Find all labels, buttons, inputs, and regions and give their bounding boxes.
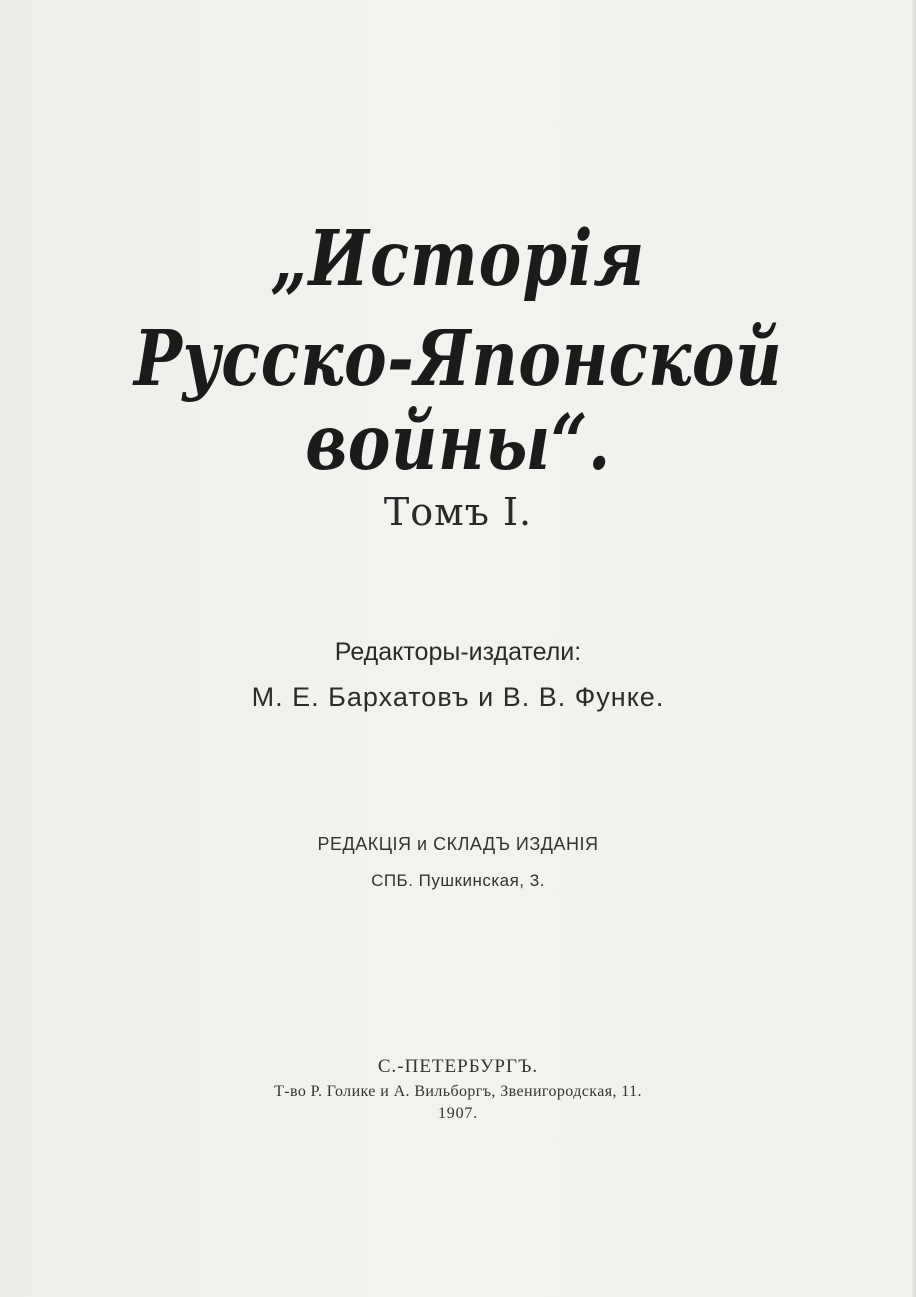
book-title-line-2: Русско-Японской войны“. <box>133 314 783 489</box>
imprint-city: С.-ПЕТЕРБУРГЪ. <box>377 1056 539 1077</box>
editorial-office-address: СПБ. Пушкинская, 3. <box>371 871 545 890</box>
imprint-printer: Т-во Р. Голике и А. Вильборгъ, Звенигородская, 11. <box>274 1083 642 1100</box>
editors-names: М. Е. Бархатовъ и В. В. Функе. <box>251 682 665 712</box>
book-title-line-1: „Исторія <box>270 214 646 305</box>
volume-label: Томъ I. <box>383 490 533 534</box>
imprint-year: 1907. <box>438 1105 478 1122</box>
editors-label: Редакторы-издатели: <box>334 638 582 666</box>
editorial-office-title: РЕДАКЦІЯ и СКЛАДЪ ИЗДАНІЯ <box>317 834 599 854</box>
